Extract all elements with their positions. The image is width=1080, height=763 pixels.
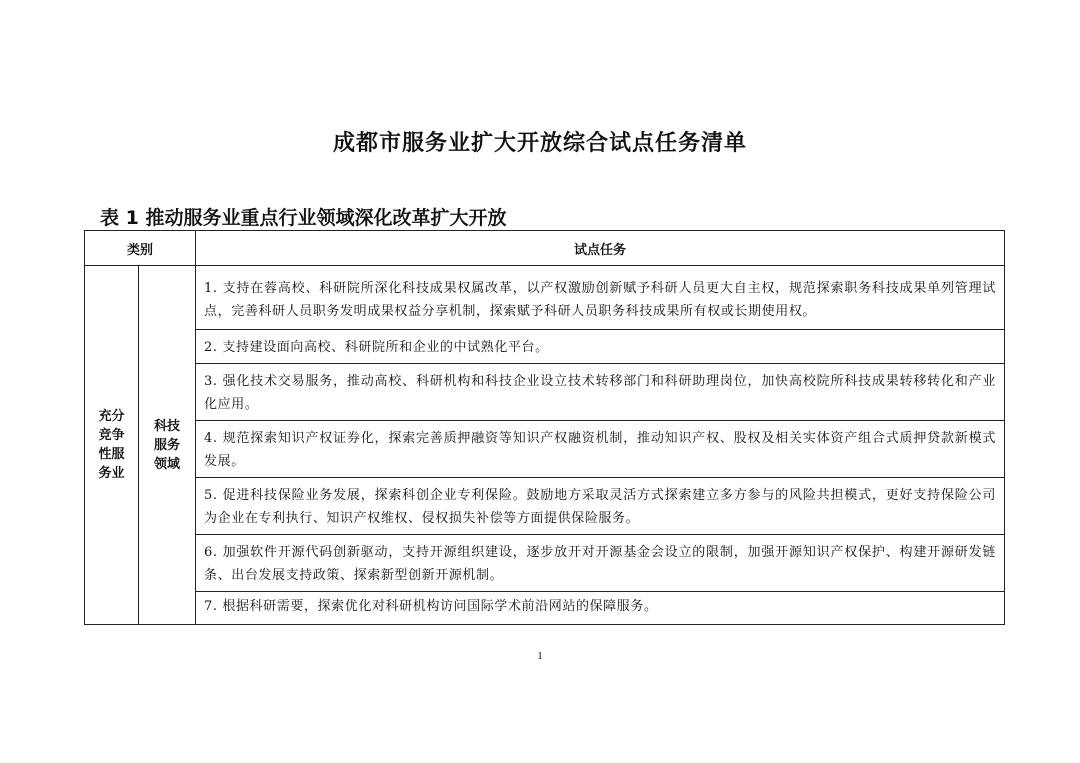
table-row <box>85 421 1005 478</box>
page-number: 1 <box>537 650 543 662</box>
task-item-7: 7. 根据科研需要，探索优化对科研机构访问国际学术前沿网站的保障服务。 <box>196 592 1005 625</box>
header-category: 类别 <box>85 231 196 266</box>
table-row <box>85 266 1005 330</box>
table-row <box>85 330 1005 364</box>
table-row <box>85 364 1005 421</box>
table-row <box>85 535 1005 592</box>
table-row <box>85 592 1005 625</box>
document-title: 成都市服务业扩大开放综合试点任务清单 <box>332 131 747 156</box>
table-header-row <box>85 231 1005 266</box>
category-level2-label: 科技服务领域 <box>153 418 180 472</box>
header-task: 试点任务 <box>196 231 1005 266</box>
task-item-1: 1. 支持在蓉高校、科研院所深化科技成果权属改革，以产权激励创新赋予科研人员更大自主权，规范探索职务科技成果单列管理试点，完善科研人员职务发明成果权益分享机制，探索赋予科研人员职务科技成果所有权或长期使用权。 <box>196 266 1005 330</box>
task-item-5: 5. 促进科技保险业务发展，探索科创企业专利保险。鼓励地方采取灵活方式探索建立多方参与的风险共担模式，更好支持保险公司为企业在专利执行、知识产权维权、侵权损失补偿等方面提供保险服务。 <box>196 478 1005 535</box>
table-row <box>85 478 1005 535</box>
task-item-3: 3. 强化技术交易服务，推动高校、科研机构和科技企业设立技术转移部门和科研助理岗位，加快高校院所科技成果转移转化和产业化应用。 <box>196 364 1005 421</box>
category-level2-cell <box>139 266 196 625</box>
task-item-6: 6. 加强软件开源代码创新驱动，支持开源组织建设，逐步放开对开源基金会设立的限制，加强开源知识产权保护、构建开源研发链条、出台发展支持政策、探索新型创新开源机制。 <box>196 535 1005 592</box>
task-item-4: 4. 规范探索知识产权证券化，探索完善质押融资等知识产权融资机制，推动知识产权、股权及相关实体资产组合式质押贷款新模式发展。 <box>196 421 1005 478</box>
table-caption: 表 1 推动服务业重点行业领域深化改革扩大开放 <box>100 207 507 229</box>
category-level1-cell <box>85 266 139 625</box>
task-item-2: 2. 支持建设面向高校、科研院所和企业的中试熟化平台。 <box>196 330 1005 364</box>
task-table <box>84 230 1005 625</box>
category-level1-label: 充分竞争性服务业 <box>98 409 125 481</box>
